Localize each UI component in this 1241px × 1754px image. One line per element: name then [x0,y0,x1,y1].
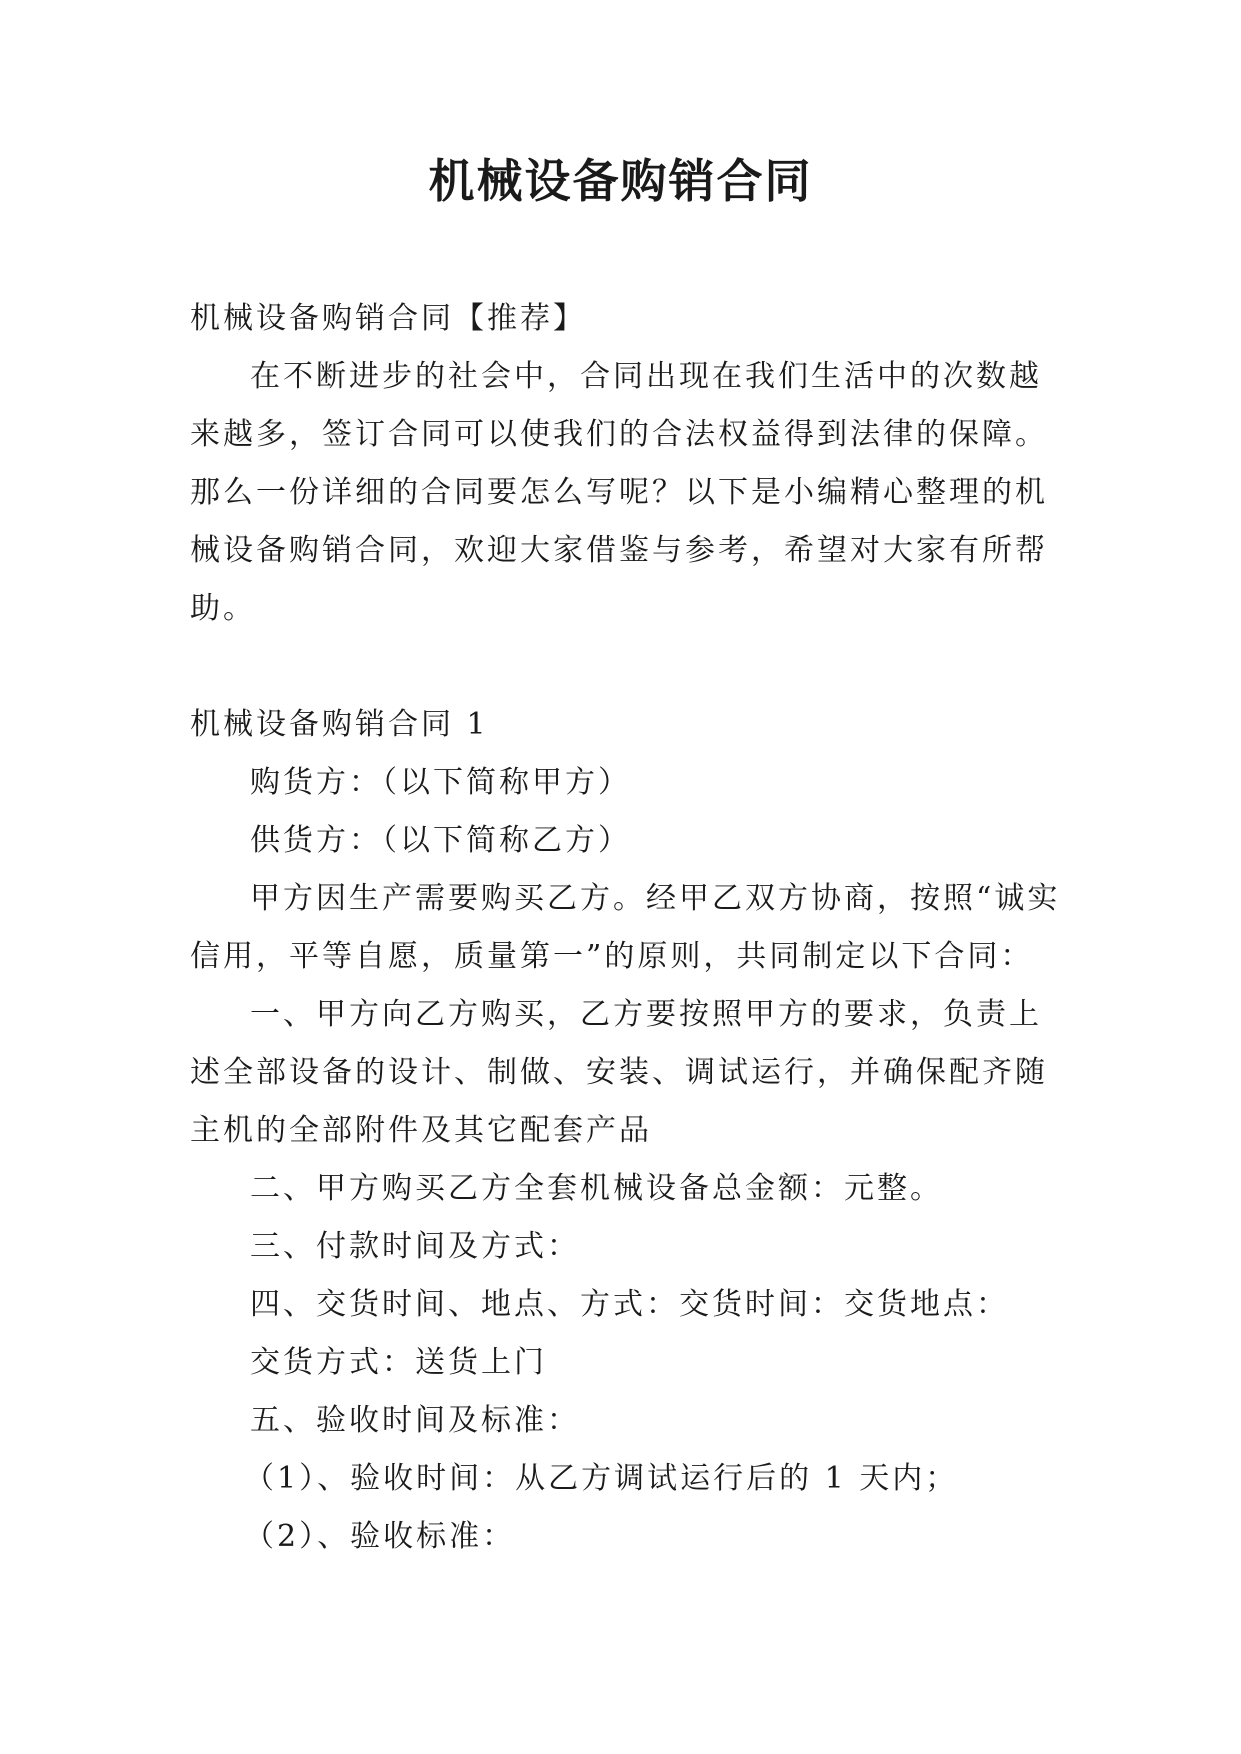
buyer-line: 购货方：（以下简称甲方） [250,765,631,800]
clause-1: 一、甲方向乙方购买，乙方要按照甲方的要求，负责上述全部设备的设计、制做、安装、调试运行，并确保配齐随主机的全部附件及其它配套产品 [190,997,1048,1148]
clause-4: 四、交货时间、地点、方式：交货时间：交货地点： [250,1287,1009,1322]
document-body [190,290,1070,1566]
clause-3: 三、付款时间及方式： [250,1229,580,1264]
section-heading: 机械设备购销合同 1 [190,707,489,742]
paragraph-gap [190,638,1070,696]
intro-paragraph: 在不断进步的社会中，合同出现在我们生活中的次数越来越多，签订合同可以使我们的合法权益得到法律的保障。那么一份详细的合同要怎么写呢？以下是小编精心整理的机械设备购销合同，欢迎大家借鉴与参考，希望对大家有所帮助。 [190,359,1048,626]
document-title: 机械设备购销合同 [428,154,813,208]
delivery-method-line: 交货方式：送货上门 [250,1345,547,1380]
acceptance-time-item: （1）、验收时间：从乙方调试运行后的 1 天内； [244,1461,959,1496]
acceptance-standard-item: （2）、验收标准： [244,1519,516,1554]
document-subtitle: 机械设备购销合同【推荐】 [190,301,586,336]
clause-5: 五、验收时间及标准： [250,1403,580,1438]
supplier-line: 供货方：（以下简称乙方） [250,823,631,858]
preamble-paragraph: 甲方因生产需要购买乙方。经甲乙双方协商，按照“诚实信用，平等自愿，质量第一”的原则，共同制定以下合同： [190,881,1061,974]
clause-2: 二、甲方购买乙方全套机械设备总金额：元整。 [250,1171,943,1206]
